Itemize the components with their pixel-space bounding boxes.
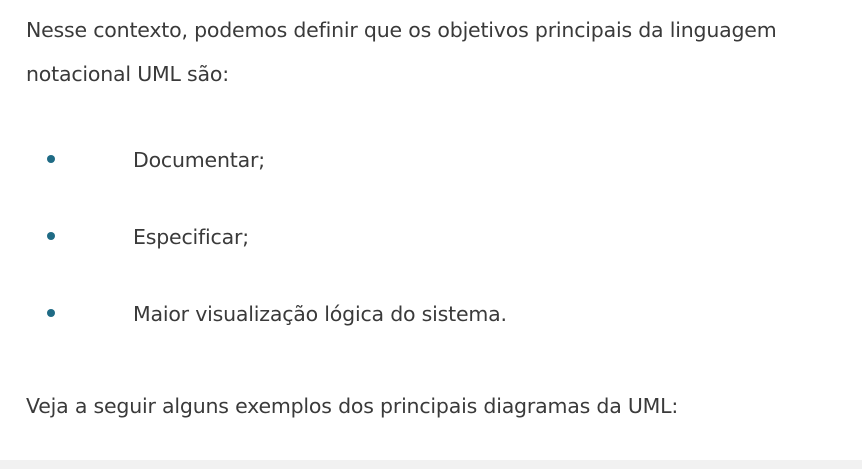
bullet-icon bbox=[47, 232, 55, 240]
list-item bbox=[0, 215, 862, 292]
bullet-icon bbox=[47, 155, 55, 163]
outro-paragraph: Veja a seguir alguns exemplos dos principais diagramas da UML: bbox=[26, 394, 679, 418]
list-item bbox=[0, 292, 862, 369]
list-item-text: Maior visualização lógica do sistema. bbox=[133, 302, 507, 326]
list-item-text: Documentar; bbox=[133, 148, 265, 172]
list-item bbox=[0, 138, 862, 215]
bottom-band bbox=[0, 460, 862, 469]
objectives-list bbox=[0, 138, 862, 369]
bullet-icon bbox=[47, 309, 55, 317]
list-item-text: Especificar; bbox=[133, 225, 249, 249]
intro-paragraph: Nesse contexto, podemos definir que os objetivos principais da linguagem notacional UML são: bbox=[26, 18, 777, 86]
